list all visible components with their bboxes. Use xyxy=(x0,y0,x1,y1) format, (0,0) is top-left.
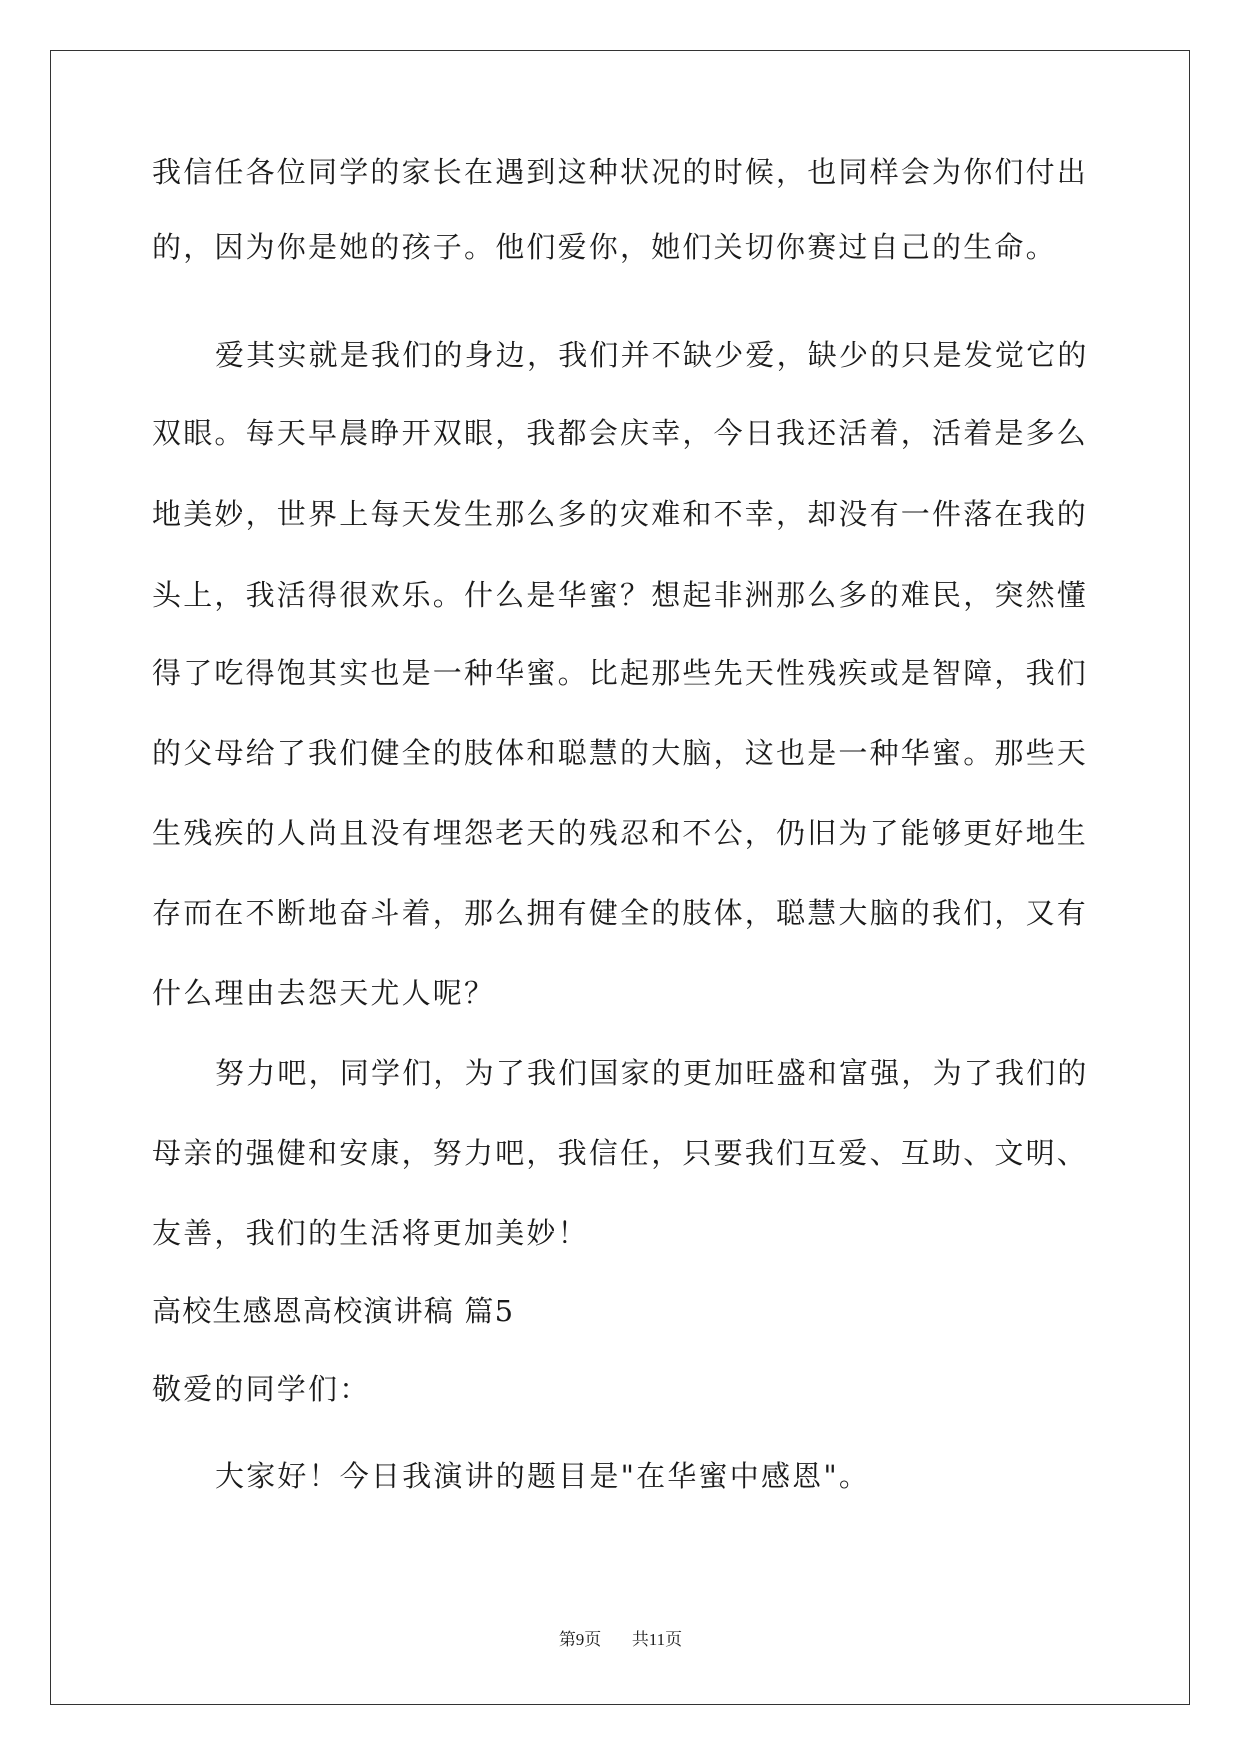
text-line: 存而在不断地奋斗着，那么拥有健全的肢体，聪慧大脑的我们，又有 xyxy=(152,896,1089,930)
paragraph-start-line: 努力吧，同学们，为了我们国家的更加旺盛和富强，为了我们的 xyxy=(215,1056,1089,1090)
section-heading: 高校生感恩高校演讲稿 篇5 xyxy=(152,1294,515,1328)
text-line: 头上，我活得很欢乐。什么是华蜜？想起非洲那么多的难民，突然懂 xyxy=(152,578,1089,612)
text-line: 双眼。每天早晨睁开双眼，我都会庆幸，今日我还活着，活着是多么 xyxy=(152,416,1089,450)
text-line: 母亲的强健和安康，努力吧，我信任，只要我们互爱、互助、文明、 xyxy=(152,1136,1089,1170)
text-line: 得了吃得饱其实也是一种华蜜。比起那些先天性残疾或是智障，我们 xyxy=(152,656,1089,690)
page-footer xyxy=(0,1628,1241,1652)
text-line: 生残疾的人尚且没有埋怨老天的残忍和不公，仍旧为了能够更好地生 xyxy=(152,816,1089,850)
text-line: 的父母给了我们健全的肢体和聪慧的大脑，这也是一种华蜜。那些天 xyxy=(152,736,1089,770)
salutation-line: 敬爱的同学们： xyxy=(152,1372,371,1406)
total-pages: 共11页 xyxy=(631,1630,683,1649)
paragraph-start-line: 大家好！今日我演讲的题目是"在华蜜中感恩"。 xyxy=(215,1459,871,1493)
text-line: 的，因为你是她的孩子。他们爱你，她们关切你赛过自己的生命。 xyxy=(152,230,1057,264)
paragraph-start-line: 爱其实就是我们的身边，我们并不缺少爱，缺少的只是发觉它的 xyxy=(215,338,1089,372)
text-line: 我信任各位同学的家长在遇到这种状况的时候，也同样会为你们付出 xyxy=(152,155,1089,189)
page-number: 第9页 xyxy=(558,1630,602,1649)
text-line: 友善，我们的生活将更加美妙！ xyxy=(152,1216,589,1250)
text-line: 什么理由去怨天尤人呢？ xyxy=(152,976,496,1010)
text-line: 地美妙，世界上每天发生那么多的灾难和不幸，却没有一件落在我的 xyxy=(152,497,1089,531)
